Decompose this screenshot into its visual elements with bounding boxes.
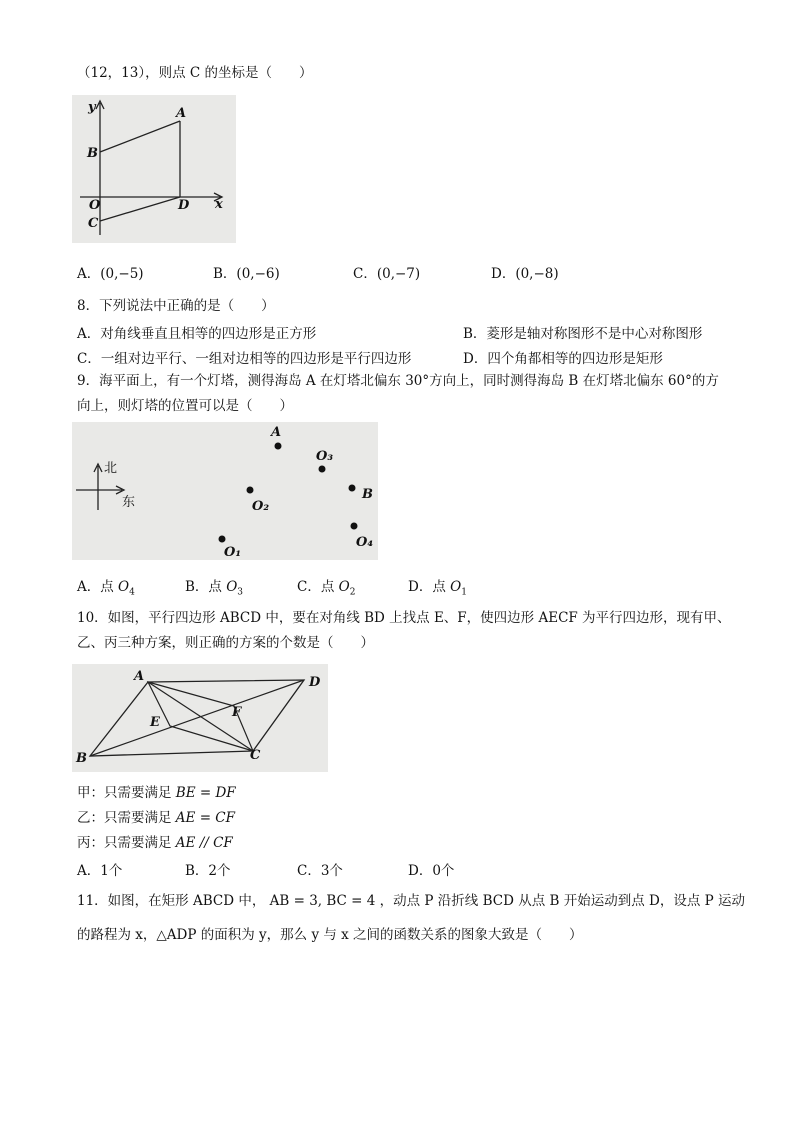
- q9-point-a: [275, 443, 282, 450]
- q7-label-b: B: [87, 146, 98, 161]
- q7-label-x: x: [215, 197, 223, 212]
- q10-label-b: B: [76, 751, 87, 766]
- q7-stem-tail: （12，13），则点 C 的坐标是（ ）: [77, 65, 313, 81]
- q9-label-o4: O₄: [356, 535, 374, 550]
- q7-option-c[interactable]: C．(0,−7): [353, 266, 421, 282]
- q8-option-c[interactable]: C．一组对边平行、一组对边相等的四边形是平行四边形: [77, 351, 412, 367]
- q7-option-b[interactable]: B．(0,−6): [213, 266, 280, 282]
- q10-label-c: C: [250, 748, 261, 763]
- q9-label-north: 北: [104, 461, 118, 476]
- q7-label-c: C: [88, 216, 99, 231]
- q7-segment-ab: [100, 121, 180, 152]
- q10-label-f: F: [232, 705, 242, 720]
- q8-stem: 8．下列说法中正确的是（ ）: [77, 298, 275, 314]
- q9-option-a[interactable]: A．点 $O_4$: [77, 579, 135, 598]
- q10-plan-jia: 甲：只需要满足 BE = DF: [77, 785, 236, 801]
- q10-stem-line1: 10．如图，平行四边形 ABCD 中，要在对角线 BD 上找点 E、F，使四边形 AECF 为平行四边形，现有甲、: [77, 610, 731, 626]
- q10-plan-yi: 乙：只需要满足 AE = CF: [77, 810, 235, 826]
- q10-option-d[interactable]: D．0个: [408, 863, 455, 879]
- q9-option-b[interactable]: B．点 $O_3$: [185, 579, 244, 598]
- q9-label-o1: O₁: [224, 545, 242, 560]
- q9-label-o2: O₂: [252, 499, 270, 514]
- q10-label-d: D: [309, 675, 321, 690]
- q10-label-a: A: [134, 669, 145, 684]
- q10-stem-line2: 乙、丙三种方案，则正确的方案的个数是（ ）: [77, 635, 374, 651]
- q7-label-a: A: [176, 106, 187, 121]
- q10-diagonal-bd: [90, 680, 304, 756]
- q10-option-a[interactable]: A．1个: [77, 863, 123, 879]
- q9-point-o1: [219, 536, 226, 543]
- q9-compass-diagram: [72, 422, 378, 560]
- q7-coordinate-diagram: [72, 95, 236, 243]
- q10-parallelogram-diagram: [72, 664, 328, 772]
- q7-option-a[interactable]: A．(0,−5): [77, 266, 144, 282]
- q9-option-d[interactable]: D．点 $O_1$: [408, 579, 467, 598]
- q10-plan-bing: 丙：只需要满足 AE // CF: [77, 835, 233, 851]
- q9-point-o3: [319, 466, 326, 473]
- q7-label-y: y: [88, 100, 96, 115]
- q11-stem-line2: 的路程为 x，△ADP 的面积为 y，那么 y 与 x 之间的函数关系的图象大致是（ ）: [77, 927, 583, 943]
- q9-label-east: 东: [122, 495, 136, 510]
- q11-stem-line1: 11．如图，在矩形 ABCD 中， AB = 3, BC = 4 ，动点 P 沿折线 BCD 从点 B 开始运动到点 D，设点 P 运动: [77, 893, 745, 909]
- q8-option-d[interactable]: D．四个角都相等的四边形是矩形: [463, 351, 663, 367]
- q9-point-o4: [351, 523, 358, 530]
- q9-figure: [72, 422, 378, 560]
- q9-label-a: A: [271, 425, 282, 440]
- q9-label-o3: O₃: [316, 449, 334, 464]
- q9-stem-line2: 向上，则灯塔的位置可以是（ ）: [77, 398, 293, 414]
- q10-option-c[interactable]: C．3个: [297, 863, 343, 879]
- q9-stem-line1: 9．海平面上，有一个灯塔，测得海岛 A 在灯塔北偏东 30°方向上，同时测得海岛 B 在灯塔北偏东 60°的方: [77, 373, 719, 389]
- q7-label-d: D: [178, 198, 190, 213]
- q10-option-b[interactable]: B．2个: [185, 863, 231, 879]
- q9-point-b: [349, 485, 356, 492]
- q8-option-a[interactable]: A．对角线垂直且相等的四边形是正方形: [77, 326, 317, 342]
- q9-option-c[interactable]: C．点 $O_2$: [297, 579, 356, 598]
- q7-segment-dc: [100, 197, 180, 221]
- q10-figure: [72, 664, 328, 772]
- q8-option-b[interactable]: B．菱形是轴对称图形不是中心对称图形: [463, 326, 703, 342]
- q7-label-o: O: [89, 198, 101, 213]
- q7-figure: [72, 95, 236, 243]
- q7-option-d[interactable]: D．(0,−8): [491, 266, 559, 282]
- q9-point-o2: [247, 487, 254, 494]
- q10-label-e: E: [150, 715, 160, 730]
- q9-label-b: B: [362, 487, 373, 502]
